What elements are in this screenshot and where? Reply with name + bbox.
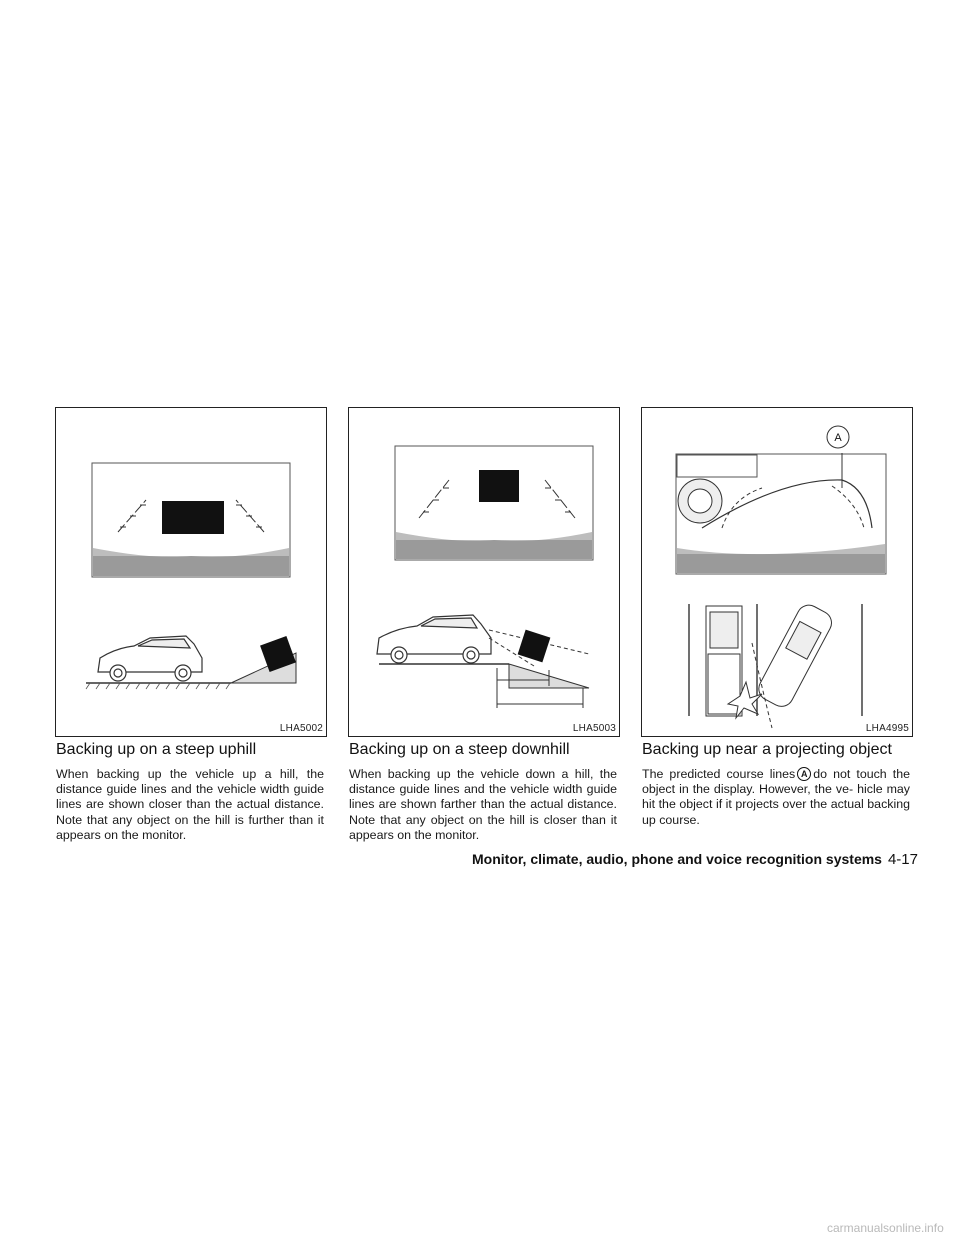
section-projecting-object [642, 740, 910, 828]
projecting-object-illustration [642, 408, 914, 738]
section-uphill [56, 740, 324, 843]
chapter-title: Monitor, climate, audio, phone and voice recognition systems [472, 851, 882, 867]
body-text-before: The predicted course lines [642, 767, 796, 781]
figure-downhill [348, 407, 620, 737]
body-text-after: do not touch the object in the display. However, the ve- hicle may hit the object if it projects over the actual backing up course. [642, 767, 911, 827]
marker-a-icon: A [797, 767, 811, 781]
section-body: When backing up the vehicle up a hill, the distance guide lines and the vehicle width guide lines are shown closer than the actual distance. Note that any object on the hill is further than it appears on the monitor. [56, 767, 324, 842]
figure-projecting-object [641, 407, 913, 737]
section-title: Backing up near a projecting object [642, 741, 892, 758]
downhill-illustration [349, 408, 621, 738]
section-body [642, 767, 910, 828]
watermark: carmanualsonline.info [827, 1221, 944, 1235]
section-body: When backing up the vehicle down a hill, the distance guide lines and the vehicle width guide lines are shown farther than the actual distance. Note that any object on the hill is closer than it appears on the monitor. [349, 767, 617, 842]
page-footer [472, 851, 918, 868]
figure-code: LHA5003 [572, 723, 616, 734]
uphill-illustration [56, 408, 328, 738]
section-downhill [349, 740, 617, 843]
figure-code: LHA5002 [279, 723, 323, 734]
section-title: Backing up on a steep downhill [349, 741, 570, 758]
svg-text:A: A [834, 432, 842, 444]
page-number: 4-17 [887, 851, 918, 868]
section-title: Backing up on a steep uphill [56, 741, 257, 758]
figure-code: LHA4995 [865, 723, 909, 734]
figure-uphill [55, 407, 327, 737]
